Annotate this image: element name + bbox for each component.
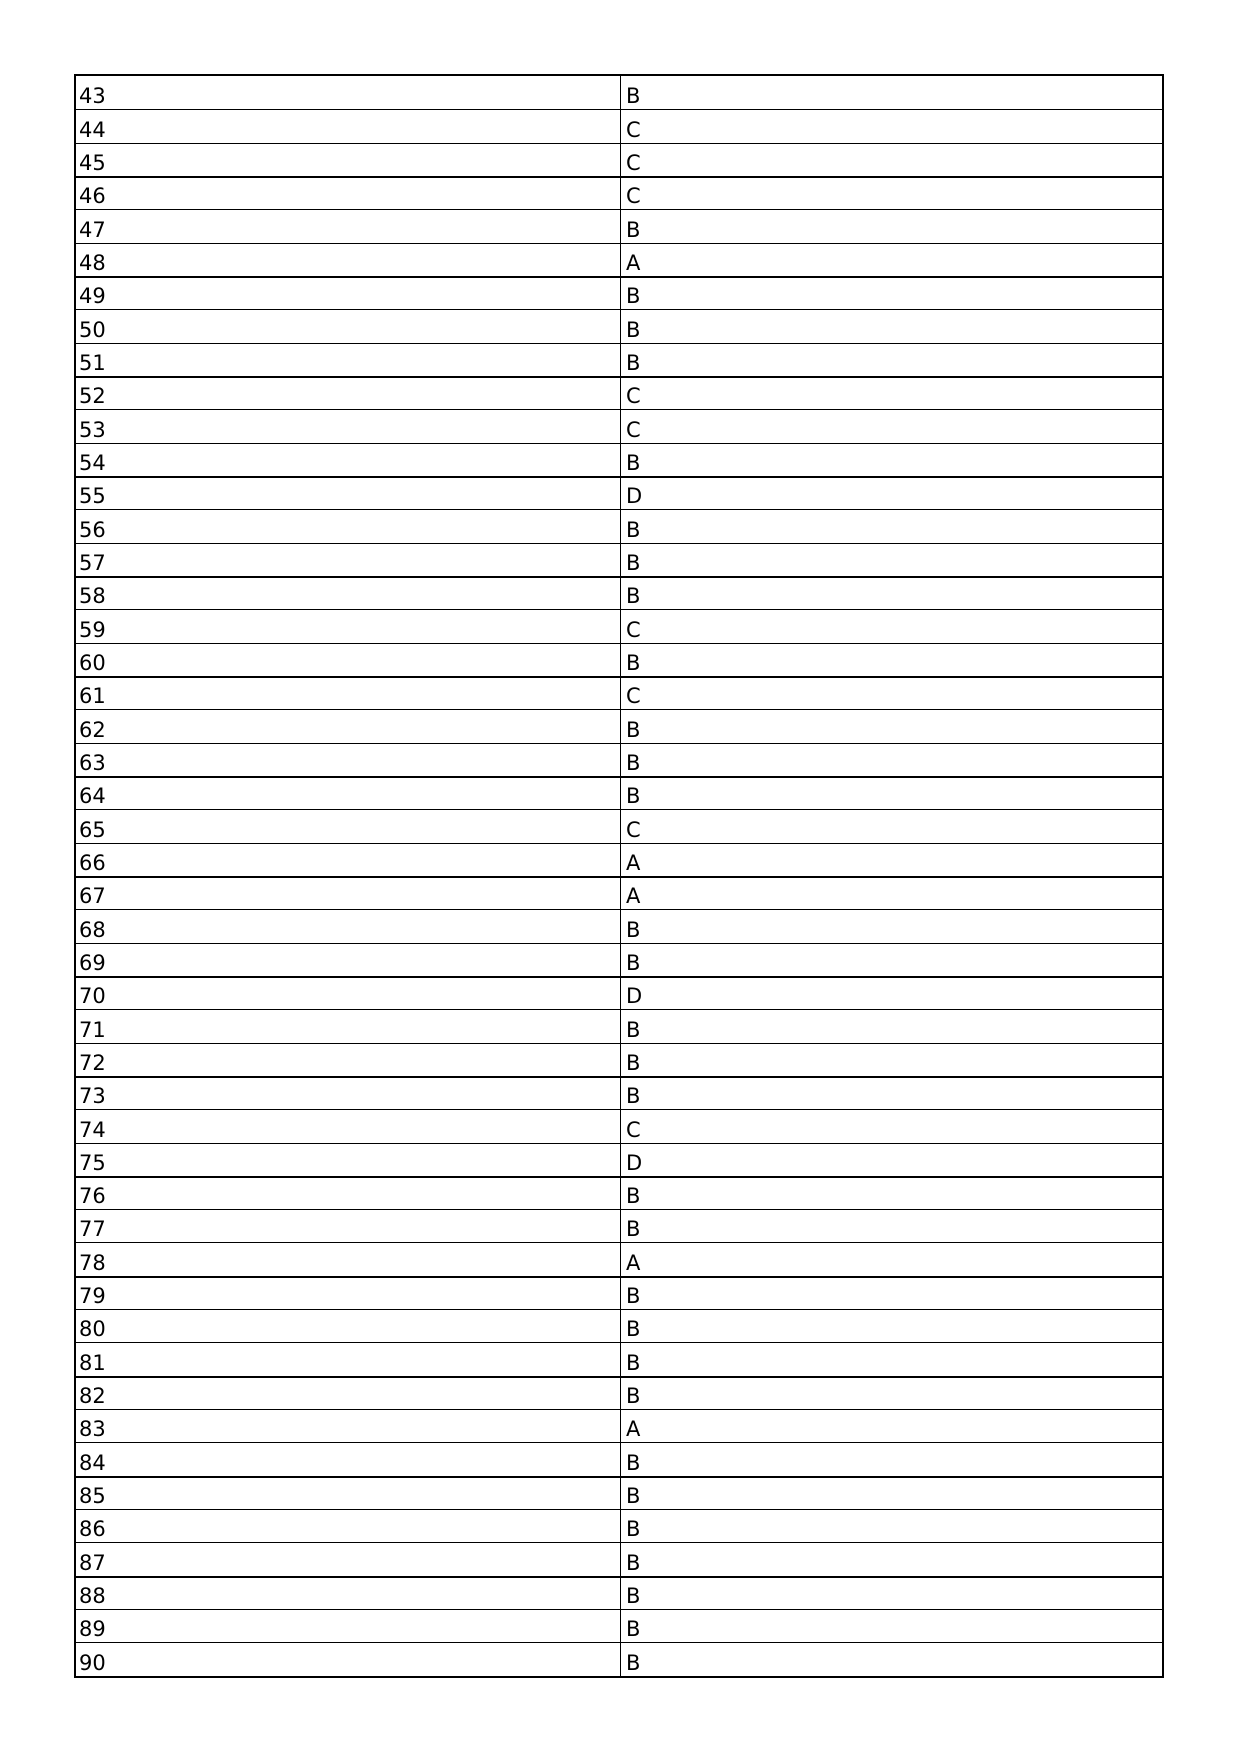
question-number-cell: 46 — [76, 178, 621, 209]
question-number-cell: 89 — [76, 1610, 621, 1642]
table-row — [76, 276, 1162, 309]
question-number-cell: 83 — [76, 1410, 621, 1442]
question-number-cell: 84 — [76, 1443, 621, 1475]
answer-cell: B — [626, 750, 641, 775]
table-row — [76, 843, 1162, 876]
answer-cell: B — [626, 917, 641, 942]
question-number-cell: 60 — [76, 644, 621, 676]
answer-cell: B — [626, 84, 641, 109]
table-row — [76, 76, 1162, 109]
table-row — [76, 1242, 1162, 1275]
question-number-cell: 45 — [76, 144, 621, 176]
answer-cell: B — [626, 1550, 641, 1575]
question-number-cell: 55 — [76, 478, 621, 509]
question-number-cell: 62 — [76, 710, 621, 742]
question-number-cell: 65 — [76, 810, 621, 842]
table-row — [76, 909, 1162, 942]
answer-cell: B — [626, 1050, 641, 1075]
table-row — [76, 1476, 1162, 1509]
table-row — [76, 1309, 1162, 1342]
question-number-cell: 82 — [76, 1378, 621, 1409]
question-number-cell: 74 — [76, 1110, 621, 1142]
table-row — [76, 1409, 1162, 1442]
question-number-cell: 57 — [76, 544, 621, 576]
answer-cell: B — [626, 1384, 641, 1409]
table-row — [76, 809, 1162, 842]
answer-key-table — [74, 74, 1164, 1678]
question-number-cell: 47 — [76, 210, 621, 242]
answer-cell: C — [626, 617, 641, 642]
table-row — [76, 1209, 1162, 1242]
table-row — [76, 1276, 1162, 1309]
table-row — [76, 1609, 1162, 1642]
question-number-cell: 68 — [76, 910, 621, 942]
answer-cell: B — [626, 1617, 641, 1642]
question-number-cell: 70 — [76, 978, 621, 1009]
question-number-cell: 51 — [76, 344, 621, 376]
table-row — [76, 876, 1162, 909]
answer-cell: B — [626, 450, 641, 475]
table-row — [76, 976, 1162, 1009]
table-row — [76, 1076, 1162, 1109]
answer-cell: A — [626, 1417, 641, 1442]
question-number-cell: 78 — [76, 1243, 621, 1275]
table-row — [76, 376, 1162, 409]
answer-cell: B — [626, 1217, 641, 1242]
question-number-cell: 64 — [76, 778, 621, 809]
answer-cell: B — [626, 1650, 641, 1675]
question-number-cell: 72 — [76, 1044, 621, 1076]
table-row — [76, 576, 1162, 609]
answer-cell: C — [626, 417, 641, 442]
answer-cell: C — [626, 184, 641, 209]
table-row — [76, 1109, 1162, 1142]
table-row — [76, 1542, 1162, 1575]
answer-cell: B — [626, 1084, 641, 1109]
question-number-cell: 58 — [76, 578, 621, 609]
table-row — [76, 476, 1162, 509]
table-row — [76, 509, 1162, 542]
question-number-cell: 50 — [76, 310, 621, 342]
answer-cell: B — [626, 1284, 641, 1309]
answer-cell: B — [626, 1584, 641, 1609]
question-number-cell: 81 — [76, 1343, 621, 1375]
answer-cell: C — [626, 150, 641, 175]
answer-cell: B — [626, 1484, 641, 1509]
answer-cell: A — [626, 250, 641, 275]
answer-cell: A — [626, 850, 641, 875]
question-number-cell: 77 — [76, 1210, 621, 1242]
question-number-cell: 90 — [76, 1643, 621, 1675]
answer-cell: B — [626, 517, 641, 542]
answer-cell: C — [626, 817, 641, 842]
table-row — [76, 1176, 1162, 1209]
table-row — [76, 409, 1162, 442]
answer-cell: B — [626, 1450, 641, 1475]
answer-cell: D — [626, 484, 643, 509]
answer-cell: C — [626, 384, 641, 409]
table-row — [76, 1509, 1162, 1542]
question-number-cell: 66 — [76, 844, 621, 876]
answer-cell: B — [626, 584, 641, 609]
question-number-cell: 85 — [76, 1478, 621, 1509]
question-number-cell: 67 — [76, 878, 621, 909]
question-number-cell: 44 — [76, 110, 621, 142]
table-row — [76, 343, 1162, 376]
question-number-cell: 56 — [76, 510, 621, 542]
answer-cell: B — [626, 650, 641, 675]
table-row — [76, 243, 1162, 276]
question-number-cell: 43 — [76, 76, 621, 109]
answer-cell: B — [626, 1017, 641, 1042]
question-number-cell: 59 — [76, 610, 621, 642]
question-number-cell: 61 — [76, 678, 621, 709]
question-number-cell: 86 — [76, 1510, 621, 1542]
question-number-cell: 75 — [76, 1144, 621, 1176]
table-row — [76, 443, 1162, 476]
answer-cell: B — [626, 717, 641, 742]
answer-cell: D — [626, 984, 643, 1009]
table-row — [76, 176, 1162, 209]
table-row — [76, 943, 1162, 976]
table-row — [76, 543, 1162, 576]
table-row — [76, 1442, 1162, 1475]
answer-cell: C — [626, 684, 641, 709]
question-number-cell: 79 — [76, 1278, 621, 1309]
question-number-cell: 48 — [76, 244, 621, 276]
table-row — [76, 643, 1162, 676]
table-row — [76, 1642, 1162, 1675]
question-number-cell: 73 — [76, 1078, 621, 1109]
answer-cell: D — [626, 1150, 643, 1175]
question-number-cell: 87 — [76, 1543, 621, 1575]
table-row — [76, 743, 1162, 776]
table-row — [76, 609, 1162, 642]
answer-cell: B — [626, 550, 641, 575]
question-number-cell: 71 — [76, 1010, 621, 1042]
answer-cell: B — [626, 1350, 641, 1375]
answer-cell: C — [626, 117, 641, 142]
answer-cell: B — [626, 350, 641, 375]
answer-cell: B — [626, 1517, 641, 1542]
table-row — [76, 1143, 1162, 1176]
table-row — [76, 1376, 1162, 1409]
table-row — [76, 676, 1162, 709]
table-row — [76, 109, 1162, 142]
table-row — [76, 1576, 1162, 1609]
question-number-cell: 54 — [76, 444, 621, 476]
answer-cell: C — [626, 1117, 641, 1142]
table-row — [76, 1342, 1162, 1375]
answer-cell: A — [626, 884, 641, 909]
question-number-cell: 63 — [76, 744, 621, 776]
table-row — [76, 143, 1162, 176]
answer-cell: B — [626, 317, 641, 342]
answer-cell: B — [626, 1184, 641, 1209]
table-row — [76, 1009, 1162, 1042]
question-number-cell: 52 — [76, 378, 621, 409]
answer-cell: B — [626, 784, 641, 809]
question-number-cell: 80 — [76, 1310, 621, 1342]
table-row — [76, 776, 1162, 809]
answer-cell: B — [626, 284, 641, 309]
answer-cell: A — [626, 1250, 641, 1275]
question-number-cell: 49 — [76, 278, 621, 309]
table-row — [76, 309, 1162, 342]
table-row — [76, 1043, 1162, 1076]
question-number-cell: 69 — [76, 944, 621, 976]
question-number-cell: 76 — [76, 1178, 621, 1209]
question-number-cell: 53 — [76, 410, 621, 442]
answer-cell: B — [626, 217, 641, 242]
answer-cell: B — [626, 1317, 641, 1342]
table-row — [76, 209, 1162, 242]
answer-cell: B — [626, 950, 641, 975]
question-number-cell: 88 — [76, 1578, 621, 1609]
table-row — [76, 709, 1162, 742]
